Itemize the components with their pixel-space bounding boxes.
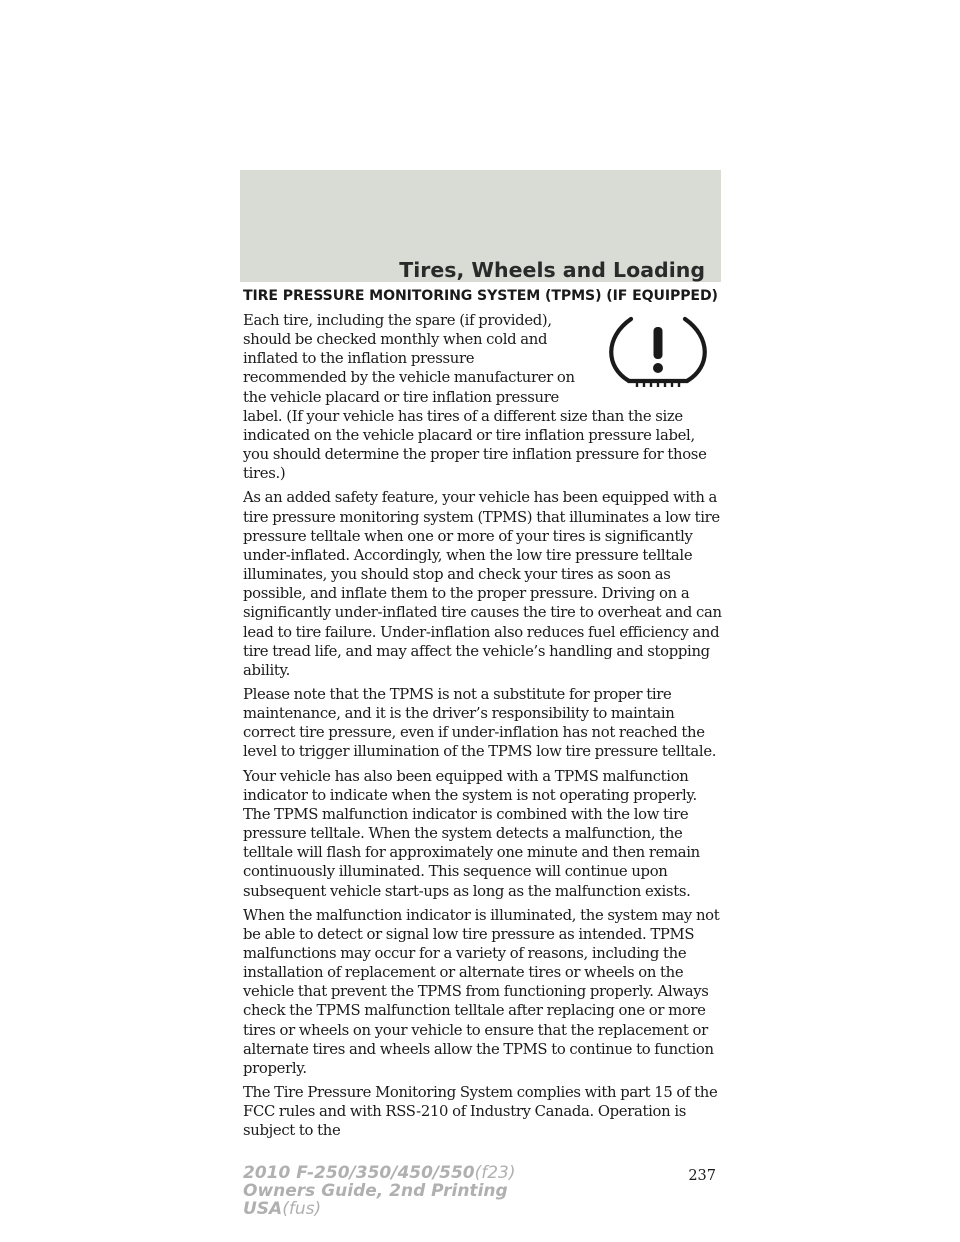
paragraph: As an added safety feature, your vehicle has been equipped with a tire pressure monitoring system (TPMS) that illuminates a low tire pressure telltale when one or more of your tires is significantly under-inflated. Accordingly, when the low tire pressure telltale illuminates, you should stop and check your tires as soon as possible, and inflate them to the proper pressure. Driving on a significantly under-inflated tire causes the tire to overheat and can lead to tire failure. Under-inflation also reduces fuel efficiency and tire tread life, and may affect the vehicle’s handling and stopping ability. [243, 489, 722, 679]
footer-line-market [243, 1200, 516, 1218]
tire-pressure-warning-icon [593, 311, 723, 397]
paragraph: The Tire Pressure Monitoring System complies with part 15 of the FCC rules and with RSS-210 of Industry Canada. Operation is subject to the [243, 1084, 718, 1140]
footer-line-model [243, 1164, 516, 1182]
footer-model-code: (f23) [474, 1163, 516, 1183]
footer-market-code: (fus) [282, 1199, 322, 1219]
section-header-band [240, 170, 721, 282]
paragraph: When the malfunction indicator is illuminated, the system may not be able to detect or signal low tire pressure as intended. TPMS malfunctions may occur for a variety of reasons, including the installation of replacement or alternate tires or wheels on the vehicle that prevent the TPMS from functioning properly. Always check the TPMS malfunction telltale after replacing one or more tires or wheels on your vehicle to ensure that the replacement or alternate tires and wheels allow the TPMS to continue to function properly. [243, 906, 720, 1077]
footer-model: 2010 F-250/350/450/550 [243, 1163, 475, 1183]
footer-guide: Owners Guide, 2nd Printing [243, 1181, 508, 1201]
paragraph: Each tire, including the spare (if provided), should be checked monthly when cold and inflated to the inflation pressure recommended by the vehicle manufacturer on the vehicle placard or tire inflation pressure label. (If your vehicle has tires of a different size than the size indicated on the vehicle placard or tire inflation pressure label, you should determine the proper tire inflation pressure for those tires.) [243, 312, 707, 483]
footer [243, 1164, 516, 1218]
section-title: Tires, Wheels and Loading [399, 258, 705, 282]
paragraph: Please note that the TPMS is not a substitute for proper tire maintenance, and it is the driver’s responsibility to maintain correct tire pressure, even if under-inflation has not reached the level to trigger illumination of the TPMS low tire pressure telltale. [243, 685, 717, 761]
paragraph: Your vehicle has also been equipped with a TPMS malfunction indicator to indicate when the system is not operating properly. The TPMS malfunction indicator is combined with the low tire pressure telltale. When the system detects a malfunction, the telltale will flash for approximately one minute and then remain continuously illuminated. This sequence will continue upon subsequent vehicle start-ups as long as the malfunction exists. [243, 767, 700, 900]
page-content [243, 288, 723, 1146]
page-number: 237 [688, 1168, 716, 1184]
footer-market: USA [243, 1199, 283, 1219]
tpms-heading: TIRE PRESSURE MONITORING SYSTEM (TPMS) (IF EQUIPPED) [243, 288, 718, 304]
